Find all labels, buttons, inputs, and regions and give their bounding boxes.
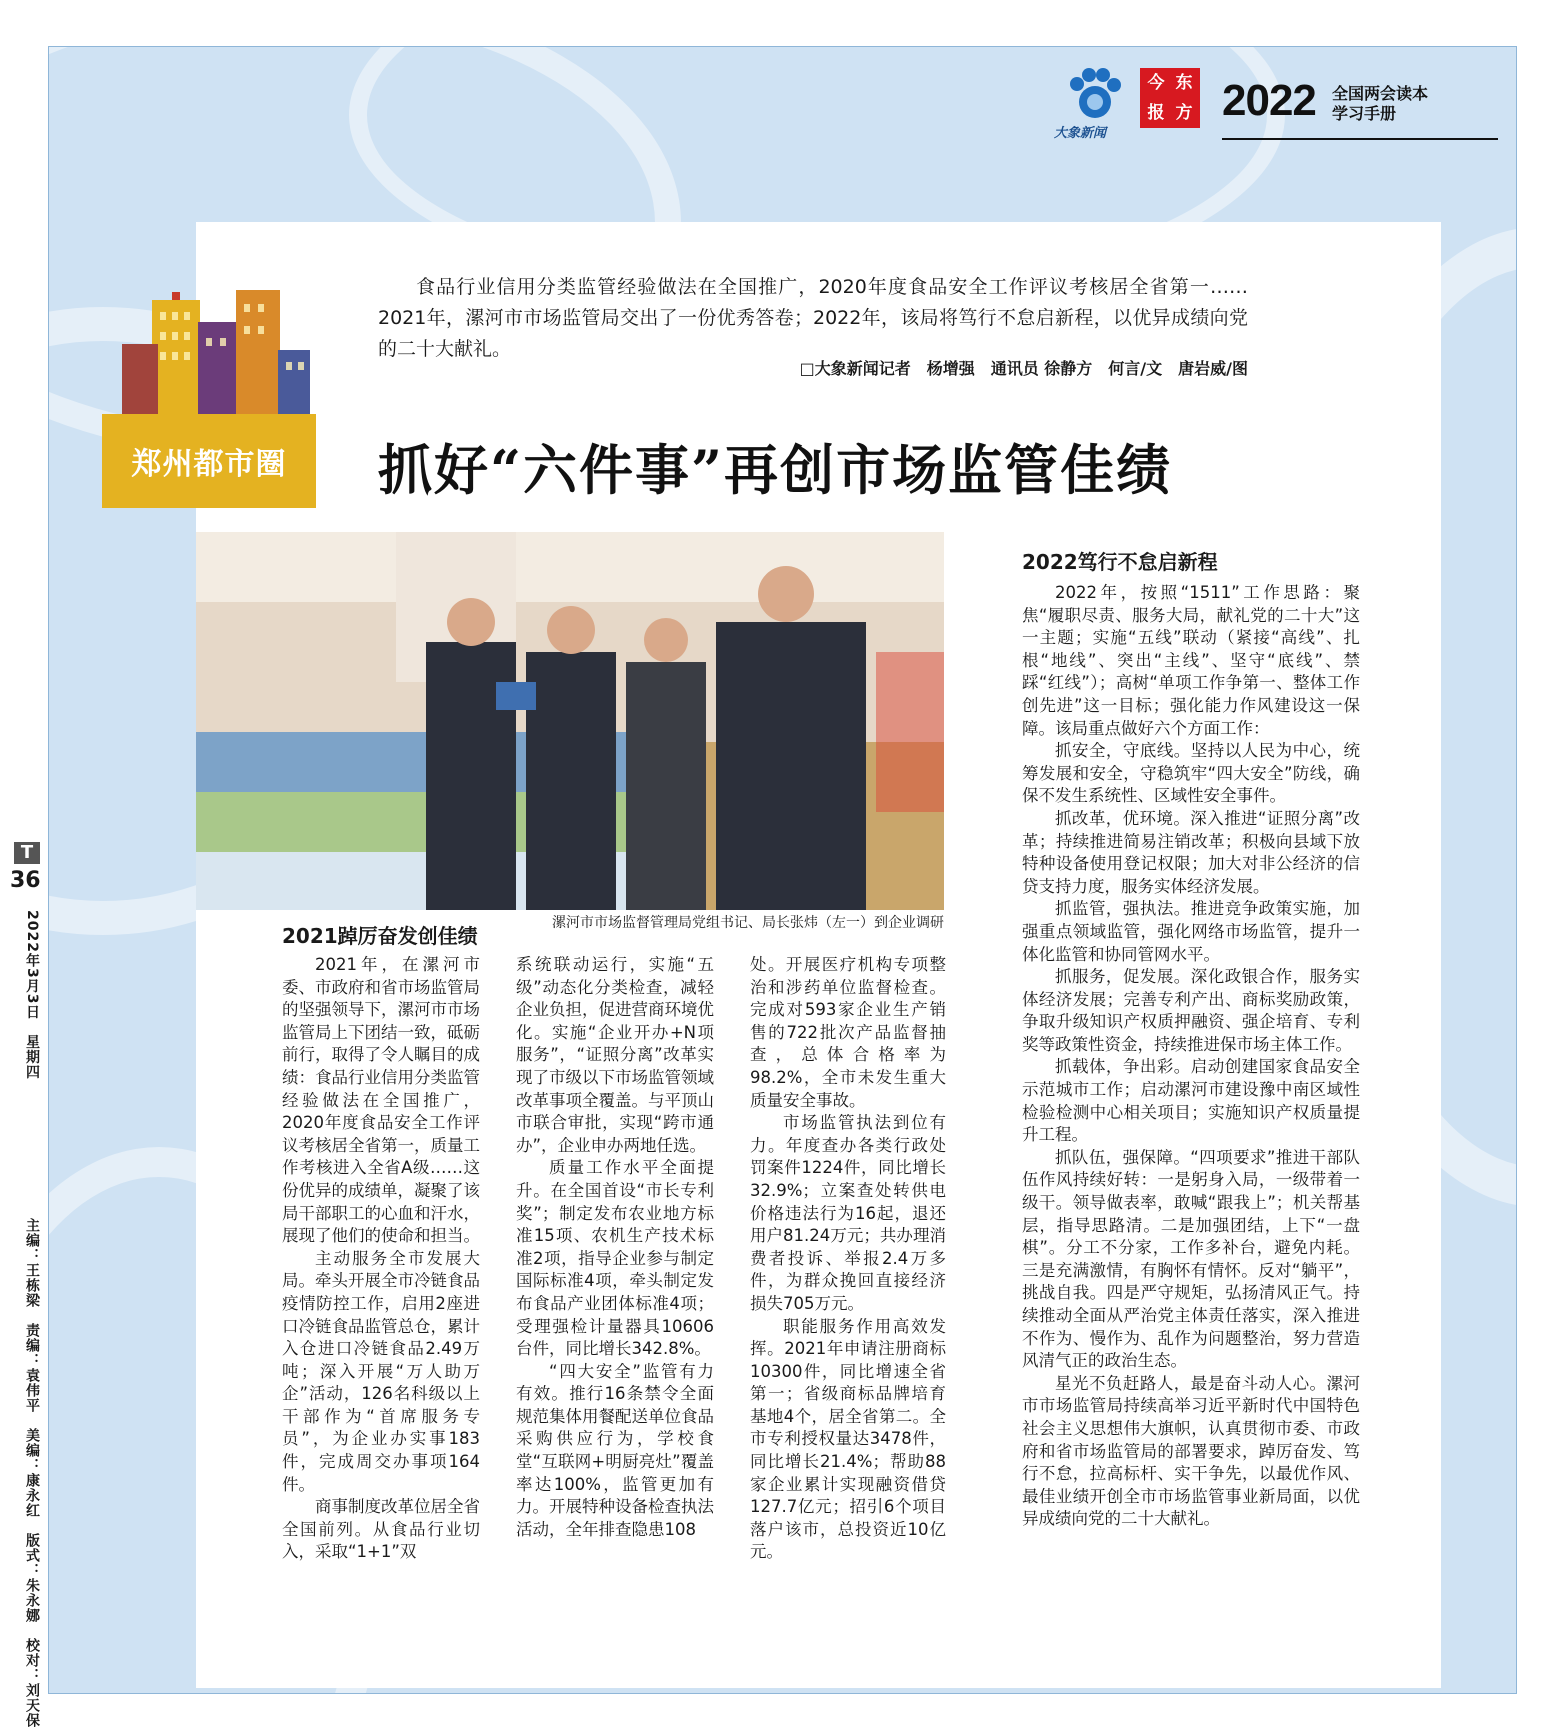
- city-skyline-illustration: [112, 252, 322, 422]
- section-badge: 郑州都市圈: [102, 414, 316, 508]
- headline: 抓好“六件事”再创市场监管佳绩: [378, 438, 1173, 502]
- masthead-rule: [1222, 138, 1498, 140]
- newspaper-seal-logo: 今 东 报 方: [1140, 68, 1200, 128]
- photo-caption: 漯河市市场监督管理局党组书记、局长张炜（左一）到企业调研: [552, 915, 944, 931]
- edition-subtitle: 全国两会读本 学习手册: [1332, 84, 1429, 123]
- news-photo: [196, 532, 944, 910]
- brand-label: 大象新闻: [1054, 126, 1107, 141]
- edition-year: 2022: [1222, 76, 1316, 125]
- byline: □大象新闻记者 杨增强 通讯员 徐静方 何言/文 唐岩威/图: [799, 359, 1248, 378]
- page-letter: T: [14, 842, 40, 864]
- issue-date: 2022年3月3日 星期四: [24, 910, 40, 1080]
- column-2021-1: 2021年，在漯河市委、市政府和省市场监管局的坚强领导下，漯河市市场监管局上下团结一致，砥砺前行，取得了令人瞩目的成绩：食品行业信用分类监管经验做法在全国推广，2020年度食品安全工作评议考核居全省第一，质量工作考核进入全省A级……这份优异的成绩单，凝聚了该局干部职工的心血和汗水，展现了他们的使命和担当。 主动服务全市发展大局。牵头开展全市冷链食品疫情防控工作，启用2座进口冷链食品监管总仓，累计入仓进口冷链食品2.49万吨；深入开展“万人助万企”活动，126名科级以上干部作为“首席服务专员”，为企业办实事183件，完成周交办事项164件。 商事制度改革位居全省全国前列。从食品行业切入，采取“1+1”双: [282, 955, 480, 1562]
- page-number: 36: [10, 868, 41, 893]
- column-2021-3: 处。开展医疗机构专项整治和涉药单位监督检查。完成对593家企业生产销售的722批次产品监督抽查，总体合格率为98.2%，全市未发生重大质量安全事故。 市场监管执法到位有力。年度查办各类行政处罚案件1224件，同比增长32.9%；立案查处转供电价格违法行为16起，退还用户81.24万元；共办理消费者投诉、举报2.4万多件，为群众挽回直接经济损失705万元。 职能服务作用高效发挥。2021年申请注册商标10300件，同比增速全省第一；省级商标品牌培育基地4个，居全省第二。全市专利授权量达3478件，同比增长21.4%；帮助88家企业累计实现融资借贷127.7亿元；招引6个项目落户该市，总投资近10亿元。: [750, 955, 946, 1562]
- dx-paw-logo-icon: [1060, 64, 1130, 128]
- section-2021-title: 2021踔厉奋发创佳绩: [282, 924, 478, 948]
- masthead: [1054, 64, 1440, 144]
- editorial-credits: 主编：王栋梁 责编：袁伟平 美编：康永红 版式：朱永娜 校对：刘天保: [24, 1218, 40, 1728]
- column-2022: 2022年，按照“1511”工作思路：聚焦“履职尽责、服务大局，献礼党的二十大”这一主题；实施“五线”联动（紧接“高线”、扎根“地线”、突出“主线”、坚守“底线”、禁踩“红线”）；高树“单项工作争第一、整体工作创先进”这一目标；强化能力作风建设这一保障。该局重点做好六个方面工作： 抓安全，守底线。坚持以人民为中心，统筹发展和安全，守稳筑牢“四大安全”防线，确保不发生系统性、区域性安全事件。 抓改革，优环境。深入推进“证照分离”改革；持续推进简易注销改革；积极向县域下放特种设备使用登记权限；加大对非公经济的信贷支持力度，服务实体经济发展。 抓监管，强执法。推进竞争政策实施，加强重点领域监管，强化网络市场监管，提升一体化监管和协同管网水平。 抓服务，促发展。深化政银合作，服务实体经济发展；完善专利产出、商标奖励政策，争取升级知识产权质押融资、强企培育、专利奖等政策性资金，持续推进保市场主体工作。 抓载体，争出彩。启动创建国家食品安全示范城市工作；启动漯河市建设豫中南区域性检验检测中心相关项目；实施知识产权质量提升工程。 抓队伍，强保障。“四项要求”推进干部队伍作风持续好转：一是躬身入局，一级带着一级干。领导做表率，敢喊“跟我上”；机关帮基层，指导思路清。二是加强团结，上下“一盘棋”。分工不分家，工作多补台，避免内耗。三是充满激情，有胸怀有情怀。反对“躺平”，挑战自我。四是严守规矩，弘扬清风正气。持续推动全面从严治党主体责任落实，深入推进不作为、慢作为、乱作为问题整治，努力营造风清气正的政治生态。 星光不负赶路人，最是奋斗动人心。漯河市市场监管局持续高举习近平新时代中国特色社会主义思想伟大旗帜，认真贯彻市委、市政府和省市场监管局的部署要求，踔厉奋发、笃行不怠，拉高标杆、实干争先，以最优作风、最佳业绩开创全市市场监管事业新局面，以优异成绩向党的二十大献礼。: [1022, 583, 1360, 1529]
- lead-paragraph: 食品行业信用分类监管经验做法在全国推广，2020年度食品安全工作评议考核居全省第一……2021年，漯河市市场监管局交出了一份优秀答卷；2022年，该局将笃行不怠启新程，以优异成绩向党的二十大献礼。: [378, 276, 1248, 360]
- column-2021-2: 系统联动运行，实施“五级”动态化分类检查，减轻企业负担，促进营商环境优化。实施“企业开办+N项服务”，“证照分离”改革实现了市级以下市场监管领域改革事项全覆盖。与平顶山市联合审批，实现“跨市通办”，企业申办两地任选。 质量工作水平全面提升。在全国首设“市长专利奖”；制定发布农业地方标准15项、农机生产技术标准2项，指导企业参与制定国际标准4项，牵头制定发布食品产业团体标准4项；受理强检计量器具10606台件，同比增长342.8%。 “四大安全”监管有力有效。推行16条禁令全面规范集体用餐配送单位食品采购供应行为，学校食堂“互联网+明厨亮灶”覆盖率达100%，监管更加有力。开展特种设备检查执法活动，全年排查隐患108: [516, 955, 714, 1539]
- section-2022-title: 2022笃行不怠启新程: [1022, 550, 1218, 574]
